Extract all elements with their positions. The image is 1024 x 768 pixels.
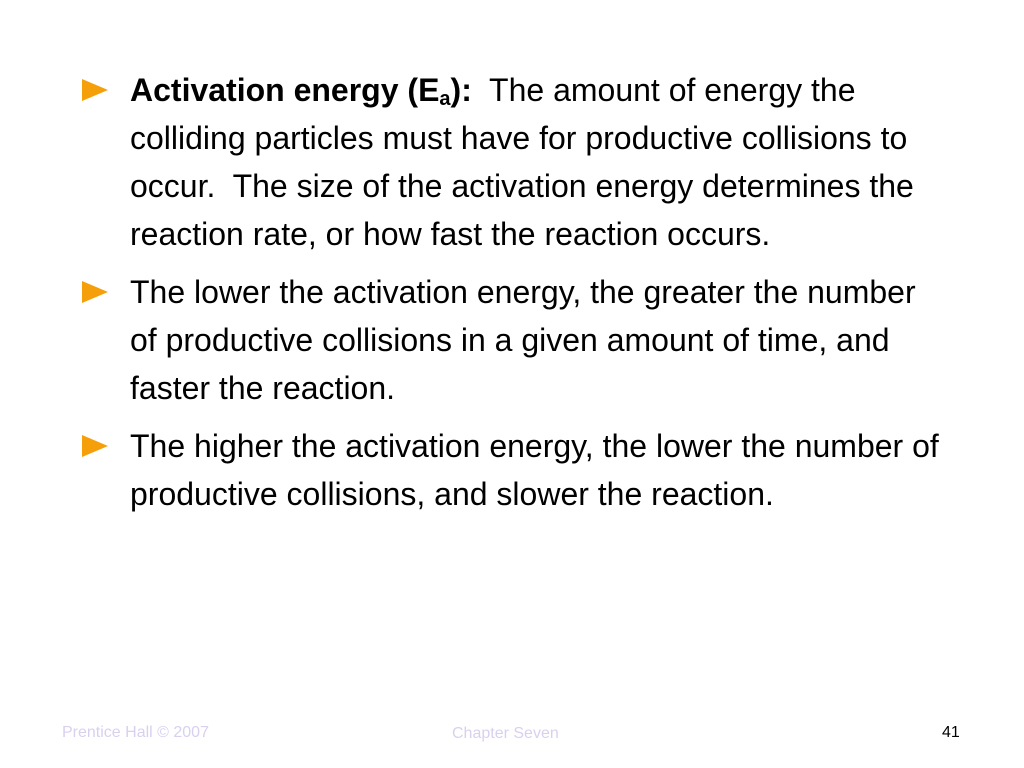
bullet-text: The higher the activation energy, the lower the number of productive collisions, and slower the reaction. [130, 428, 939, 512]
term-subscript: a [439, 88, 451, 110]
bullet-list [82, 66, 942, 528]
bullet-activation-energy [82, 66, 942, 258]
term-suffix: ): [450, 72, 472, 108]
bullet-higher-activation-energy [82, 422, 942, 518]
footer-copyright: Prentice Hall © 2007 [62, 724, 209, 741]
triangle-right-icon [82, 435, 108, 457]
term-label: Activation energy (E [130, 72, 440, 108]
footer-chapter: Chapter Seven [452, 725, 559, 742]
triangle-right-icon [82, 281, 108, 303]
bullet-text: The amount of energy the colliding particles must have for productive collisions to occur. The size of the activation energy determines the reaction rate, or how fast the reaction occurs. [130, 72, 923, 252]
triangle-right-icon [82, 79, 108, 101]
bullet-text: The lower the activation energy, the greater the number of productive collisions in a given amount of time, and faster the reaction. [130, 274, 916, 406]
page-number: 41 [942, 724, 960, 741]
bullet-lower-activation-energy [82, 268, 942, 412]
term-activation-energy [130, 72, 472, 108]
